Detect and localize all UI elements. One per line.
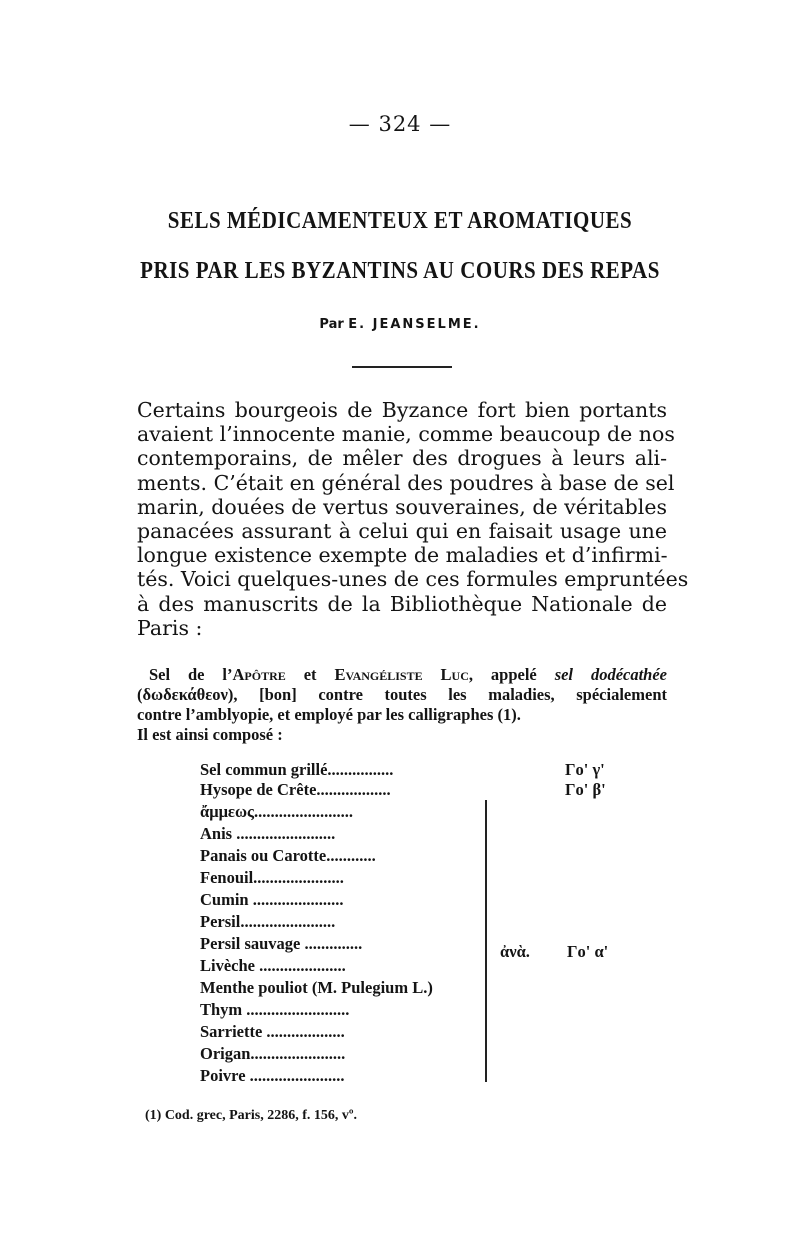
greek-term: (δωδεκάθεον) bbox=[137, 685, 234, 704]
intro-line: marin, douées de vertus souveraines, de véritables bbox=[137, 494, 667, 519]
recipe-intro-line bbox=[137, 665, 667, 685]
footnote: (1) Cod. grec, Paris, 2286, f. 156, vº. bbox=[145, 1108, 357, 1123]
brace-quantity: Γο' α' bbox=[567, 942, 609, 961]
ingredient: Persil....................... bbox=[200, 912, 336, 931]
ingredient: ἄμμεως........................ bbox=[200, 802, 353, 821]
text-run: et bbox=[285, 665, 335, 684]
ingredient: Anis ........................ bbox=[200, 824, 336, 843]
ingredient: Persil sauvage .............. bbox=[200, 934, 363, 953]
intro-line: contemporains, de mêler des drogues à leurs ali- bbox=[137, 446, 667, 471]
byline-par: Par bbox=[319, 317, 344, 332]
title-line-1: SELS MÉDICAMENTEUX ET AROMATIQUES bbox=[167, 205, 633, 235]
intro-line: panacées assurant à celui qui en faisait usage une bbox=[137, 519, 667, 544]
ingredient: Origan....................... bbox=[200, 1044, 346, 1063]
intro-line: à des manuscrits de la Bibliothèque Nationale de bbox=[137, 591, 667, 616]
byline-author: E. JEANSELME. bbox=[348, 317, 481, 332]
intro-paragraph bbox=[137, 398, 689, 640]
intro-line: Certains bourgeois de Byzance fort bien portants bbox=[137, 398, 667, 422]
quantity: Γο' γ' bbox=[565, 760, 605, 779]
recipe-intro-line: Il est ainsi composé : bbox=[137, 725, 283, 744]
text-run: , [bon] contre toutes les maladies, spécialement bbox=[233, 685, 667, 704]
page-number: — 324 — bbox=[348, 112, 452, 136]
title-line-2: PRIS PAR LES BYZANTINS AU COURS DES REPAS bbox=[140, 255, 660, 285]
title-rule bbox=[352, 366, 452, 368]
intro-line: avaient l’innocente manie, comme beaucoup de nos bbox=[137, 422, 675, 447]
recipe-intro-paragraph bbox=[137, 665, 667, 745]
recipe-intro-line: contre l’amblyopie, et employé par les calligraphes (1). bbox=[137, 705, 521, 724]
byline bbox=[0, 317, 800, 332]
text-run: sel dodécathée bbox=[554, 665, 667, 684]
ingredient: Sel commun grillé................ bbox=[200, 760, 394, 779]
intro-line: Paris : bbox=[137, 615, 203, 640]
ingredient: Sarriette ................... bbox=[200, 1022, 345, 1041]
ingredient: Hysope de Crête.................. bbox=[200, 780, 391, 799]
ingredient: Fenouil...................... bbox=[200, 868, 344, 887]
brace-line bbox=[485, 800, 487, 1082]
recipe-intro-line bbox=[137, 685, 667, 705]
intro-line: tés. Voici quelques-unes de ces formules empruntées bbox=[137, 567, 689, 592]
text-run: Sel de l’ bbox=[149, 665, 233, 684]
ingredient: Menthe pouliot (M. Pulegium L.) bbox=[200, 978, 433, 997]
ingredient: Poivre ....................... bbox=[200, 1066, 345, 1085]
intro-line: ments. C’était en général des poudres à base de sel bbox=[137, 470, 675, 495]
text-run: Evangéliste Luc bbox=[334, 665, 469, 684]
ingredient: Cumin ...................... bbox=[200, 890, 344, 909]
text-run: , appelé bbox=[468, 665, 555, 684]
text-run: Apôtre bbox=[232, 665, 286, 684]
intro-line: longue existence exempte de maladies et d’infirmi- bbox=[137, 543, 668, 568]
ingredient: Livèche ..................... bbox=[200, 956, 346, 975]
quantity: Γο' β' bbox=[565, 780, 606, 799]
ingredient: Thym ......................... bbox=[200, 1000, 350, 1019]
ingredient: Panais ou Carotte............ bbox=[200, 846, 376, 865]
brace-ana-label: ἀνὰ. bbox=[500, 942, 530, 961]
